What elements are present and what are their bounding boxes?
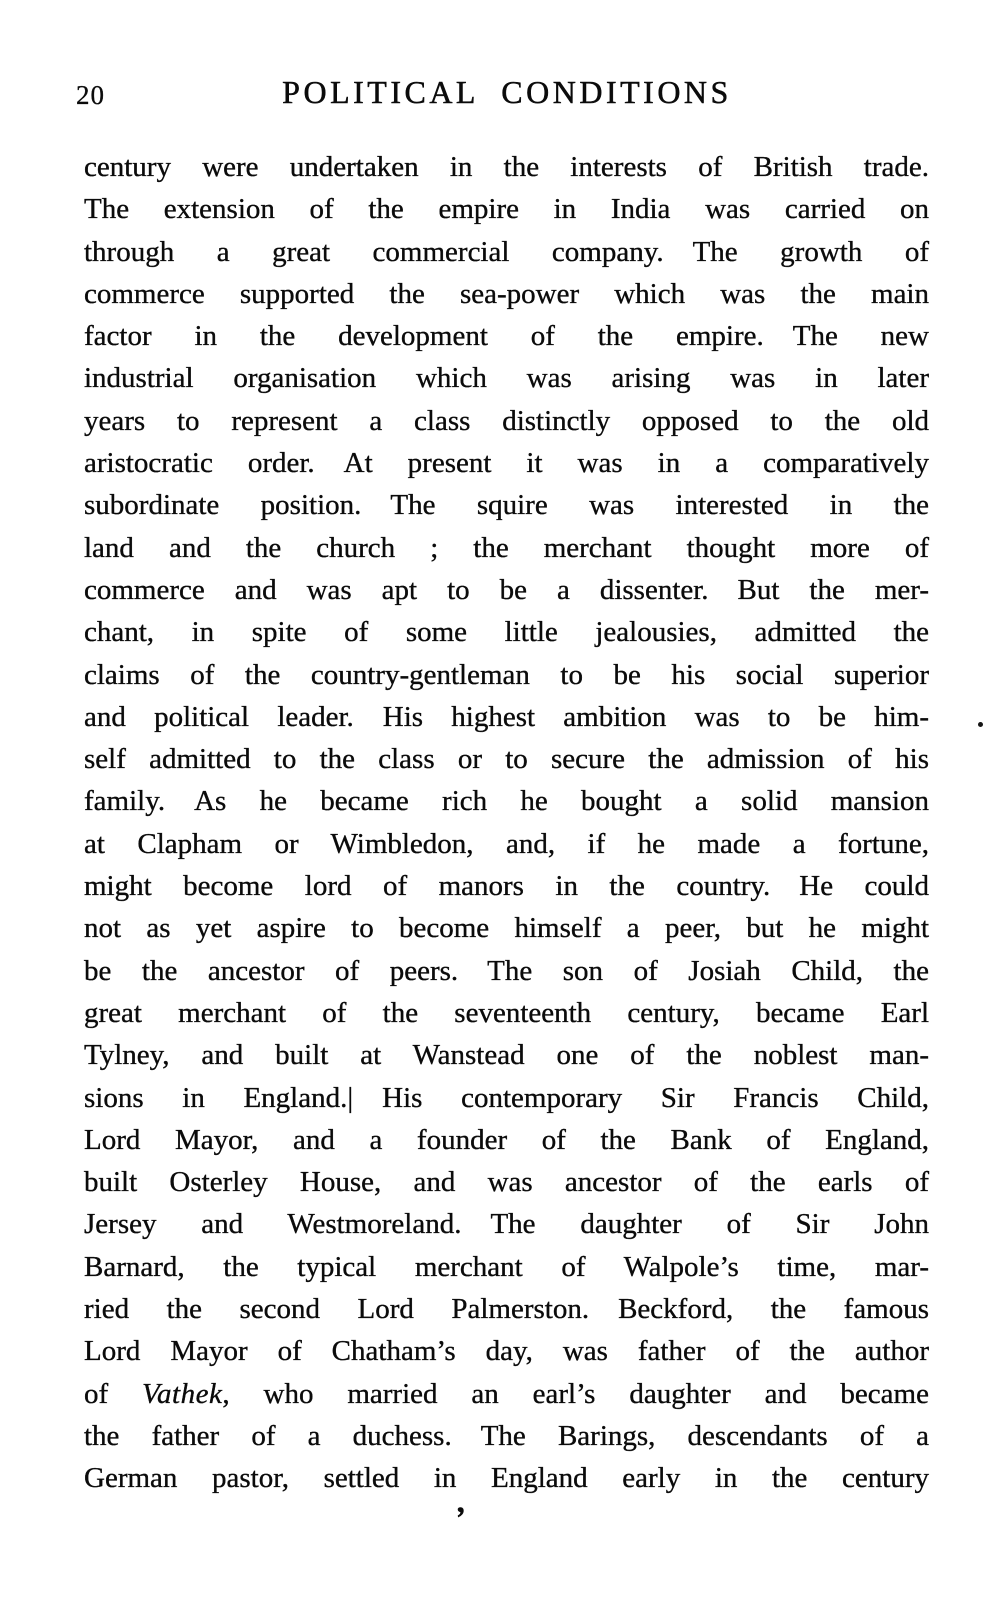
line-segment: aristocratic order. At present it was in a comparatively bbox=[84, 447, 929, 480]
line-segment: family. As he became rich he bought a solid mansion bbox=[84, 785, 929, 818]
text-line bbox=[84, 992, 929, 1034]
line-segment: ried the second Lord Palmerston. Beckford, the famous bbox=[84, 1293, 929, 1326]
text-line bbox=[84, 527, 929, 569]
line-segment: subordinate position. The squire was interested in the bbox=[84, 489, 929, 522]
text-line bbox=[84, 1203, 929, 1245]
text-line bbox=[84, 400, 929, 442]
text-line bbox=[84, 569, 929, 611]
running-header: POLITICAL CONDITIONS bbox=[282, 74, 732, 110]
text-line bbox=[84, 357, 929, 399]
line-segment: Jersey and Westmoreland. The daughter of Sir John bbox=[84, 1208, 929, 1241]
line-segment: the father of a duchess. The Barings, descendants of a bbox=[84, 1419, 929, 1452]
line-segment: and political leader. His highest ambition was to be him- bbox=[84, 700, 929, 733]
text-line bbox=[84, 273, 929, 315]
line-segment: The extension of the empire in India was carried on bbox=[84, 193, 929, 226]
signature-ink-mark: , bbox=[453, 1485, 466, 1520]
text-line bbox=[84, 1330, 929, 1372]
line-segment: of bbox=[84, 1377, 143, 1410]
ink-speck-right-margin bbox=[978, 722, 983, 727]
text-line bbox=[84, 146, 929, 188]
text-line bbox=[84, 315, 929, 357]
text-line bbox=[84, 611, 929, 653]
text-line bbox=[84, 1373, 929, 1415]
line-segment: claims of the country-gentleman to be his social superior bbox=[84, 658, 929, 691]
line-segment: Barnard, the typical merchant of Walpole’s time, mar- bbox=[84, 1250, 929, 1283]
italic-line-segment: Vathek bbox=[142, 1377, 223, 1410]
text-line bbox=[84, 1034, 929, 1076]
line-segment: commerce supported the sea-power which was the main bbox=[84, 277, 929, 310]
text-line bbox=[84, 1077, 929, 1119]
text-line bbox=[84, 654, 929, 696]
text-line bbox=[84, 738, 929, 780]
text-line bbox=[84, 484, 929, 526]
line-segment: , who married an earl’s daughter and became bbox=[222, 1377, 929, 1410]
line-segment: years to represent a class distinctly opposed to the old bbox=[84, 404, 929, 437]
line-segment: land and the church ; the merchant thought more of bbox=[84, 531, 929, 564]
line-segment: not as yet aspire to become himself a peer, but he might bbox=[84, 912, 929, 945]
text-line bbox=[84, 231, 929, 273]
line-segment: through a great commercial company. The growth of bbox=[84, 235, 929, 268]
text-line bbox=[84, 1457, 929, 1499]
line-segment: at Clapham or Wimbledon, and, if he made a fortune, bbox=[84, 827, 929, 860]
text-line bbox=[84, 780, 929, 822]
text-line bbox=[84, 823, 929, 865]
text-line bbox=[84, 696, 929, 738]
text-line bbox=[84, 950, 929, 992]
line-segment: sions in England.| His contemporary Sir Francis Child, bbox=[84, 1081, 929, 1114]
line-segment: Lord Mayor, and a founder of the Bank of England, bbox=[84, 1123, 929, 1156]
text-line bbox=[84, 1246, 929, 1288]
body-text bbox=[84, 146, 929, 1500]
line-segment: German pastor, settled in England early in the century bbox=[84, 1462, 929, 1495]
line-segment: built Osterley House, and was ancestor of the earls of bbox=[84, 1166, 929, 1199]
line-segment: industrial organisation which was arising was in later bbox=[84, 362, 929, 395]
text-line bbox=[84, 1161, 929, 1203]
line-segment: factor in the development of the empire. The new bbox=[84, 320, 929, 353]
text-line bbox=[84, 907, 929, 949]
text-line bbox=[84, 1288, 929, 1330]
text-line bbox=[84, 1119, 929, 1161]
line-segment: might become lord of manors in the country. He could bbox=[84, 870, 929, 903]
line-segment: century were undertaken in the interests of British trade. bbox=[84, 151, 929, 183]
text-line bbox=[84, 865, 929, 907]
text-line bbox=[84, 442, 929, 484]
line-segment: Tylney, and built at Wanstead one of the noblest man- bbox=[84, 1039, 929, 1072]
text-line bbox=[84, 188, 929, 230]
line-segment: self admitted to the class or to secure the admission of his bbox=[84, 743, 929, 776]
line-segment: Lord Mayor of Chatham’s day, was father of the author bbox=[84, 1335, 929, 1368]
line-segment: chant, in spite of some little jealousies, admitted the bbox=[84, 616, 929, 649]
line-segment: commerce and was apt to be a dissenter. But the mer- bbox=[84, 573, 929, 606]
line-segment: great merchant of the seventeenth century, became Earl bbox=[84, 996, 929, 1029]
text-line bbox=[84, 1415, 929, 1457]
line-segment: be the ancestor of peers. The son of Josiah Child, the bbox=[84, 954, 929, 987]
page-number: 20 bbox=[76, 80, 105, 110]
